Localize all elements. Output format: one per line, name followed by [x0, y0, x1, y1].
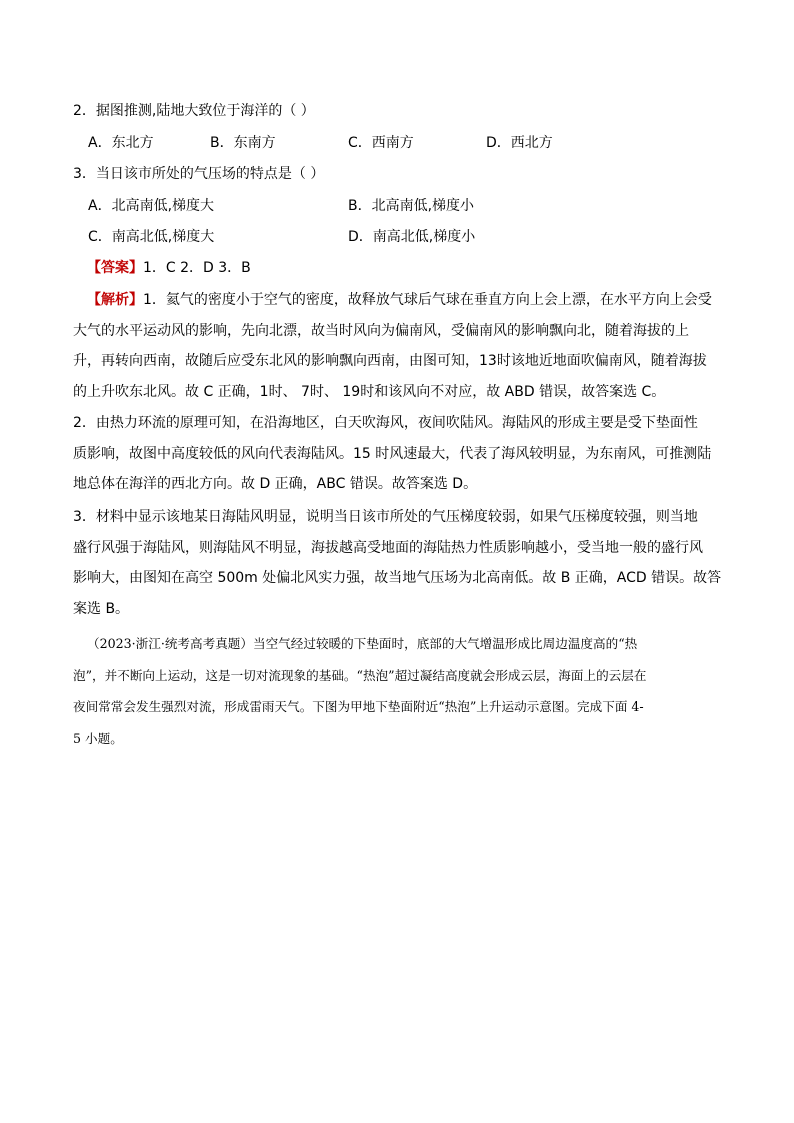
intro-line-1: （2023·浙江·统考高考真题）当空气经过较暖的下垫面时，底部的大气增温形成比周边温度高的“热 — [87, 636, 638, 651]
analysis-paragraph-2 — [73, 408, 723, 500]
answer-line — [87, 258, 251, 278]
answer-text: 1．C 2．D 3．B — [143, 260, 251, 276]
analysis-p3-line-3: 影响大，由图知在高空 500m 处偏北风实力强，故当地气压场为北高南低。故 B 正确，ACD 错误。故答 — [73, 570, 722, 586]
analysis-p3-line-2: 盛行风强于海陆风，则海陆风不明显，海拔越高受地面的海陆热力性质影响越小，受当地一般的盛行风 — [73, 539, 703, 556]
analysis-paragraph-3 — [73, 502, 723, 624]
analysis-p1-line — [73, 285, 723, 316]
analysis-p1-line-2: 大气的水平运动风的影响，先向北漂，故当时风向为偏南风，受偏南风的影响飘向北，随着海拔的上 — [73, 322, 689, 339]
analysis-p2-line-2: 质影响，故图中高度较低的风向代表海陆风。15 时风速最大，代表了海风较明显，为东南风，可推测陆 — [73, 445, 712, 462]
analysis-p3-line-1: 3．材料中显示该地某日海陆风明显，说明当日该市所处的气压梯度较弱，如果气压梯度较强，则当地 — [73, 509, 698, 525]
question-3-stem: 3．当日该市所处的气压场的特点是（ ） — [73, 166, 325, 182]
analysis-p2-line-1: 2．由热力环流的原理可知，在沿海地区，白天吹海风，夜间吹陆风。海陆风的形成主要是受下垫面性 — [73, 415, 698, 431]
q2-option-d: D．西北方 — [486, 135, 553, 151]
analysis-p1-line-4: 的上升吹东北风。故 C 正确，1时、 7时、 19时和该风向不对应，故 ABD 错误，故答案选 C。 — [73, 383, 666, 400]
q2-option-a: A．东北方 — [88, 135, 154, 151]
intro-line-3: 夜间常常会发生强烈对流，形成雷雨天气。下图为甲地下垫面附近“热泡”上升运动示意图。完成下面 4- — [73, 699, 644, 714]
q3-option-c: C．南高北低,梯度大 — [88, 229, 215, 245]
material-intro — [73, 628, 723, 754]
q3-option-d: D．南高北低,梯度小 — [348, 229, 476, 245]
q2-option-b: B．东南方 — [210, 135, 276, 151]
q2-option-c: C．西南方 — [348, 135, 414, 151]
q3-option-a: A．北高南低,梯度大 — [88, 198, 215, 214]
intro-line-2: 泡”，并不断向上运动，这是一切对流现象的基础。“热泡”超过凝结高度就会形成云层，海面上的云层在 — [73, 667, 647, 683]
analysis-p2-line-3: 地总体在海洋的西北方向。故 D 正确，ABC 错误。故答案选 D。 — [73, 476, 478, 492]
intro-line-4: 5 小题。 — [73, 730, 123, 746]
analysis-p1-line-1: 1．氦气的密度小于空气的密度，故释放气球后气球在垂直方向上会上漂，在水平方向上会受 — [143, 292, 712, 308]
analysis-p1-line-3: 升，再转向西南，故随后应受东北风的影响飘向西南，由图可知，13时该地近地面吹偏南风，随着海拔 — [73, 353, 707, 369]
question-2-stem: 2．据图推测,陆地大致位于海洋的（ ） — [73, 103, 315, 119]
analysis-label: 【解析】 — [87, 292, 143, 308]
analysis-p3-line-4: 案选 B。 — [73, 600, 130, 617]
answer-label: 【答案】 — [87, 260, 143, 276]
q3-option-b: B．北高南低,梯度小 — [348, 198, 475, 214]
analysis-paragraph-1 — [73, 285, 723, 407]
